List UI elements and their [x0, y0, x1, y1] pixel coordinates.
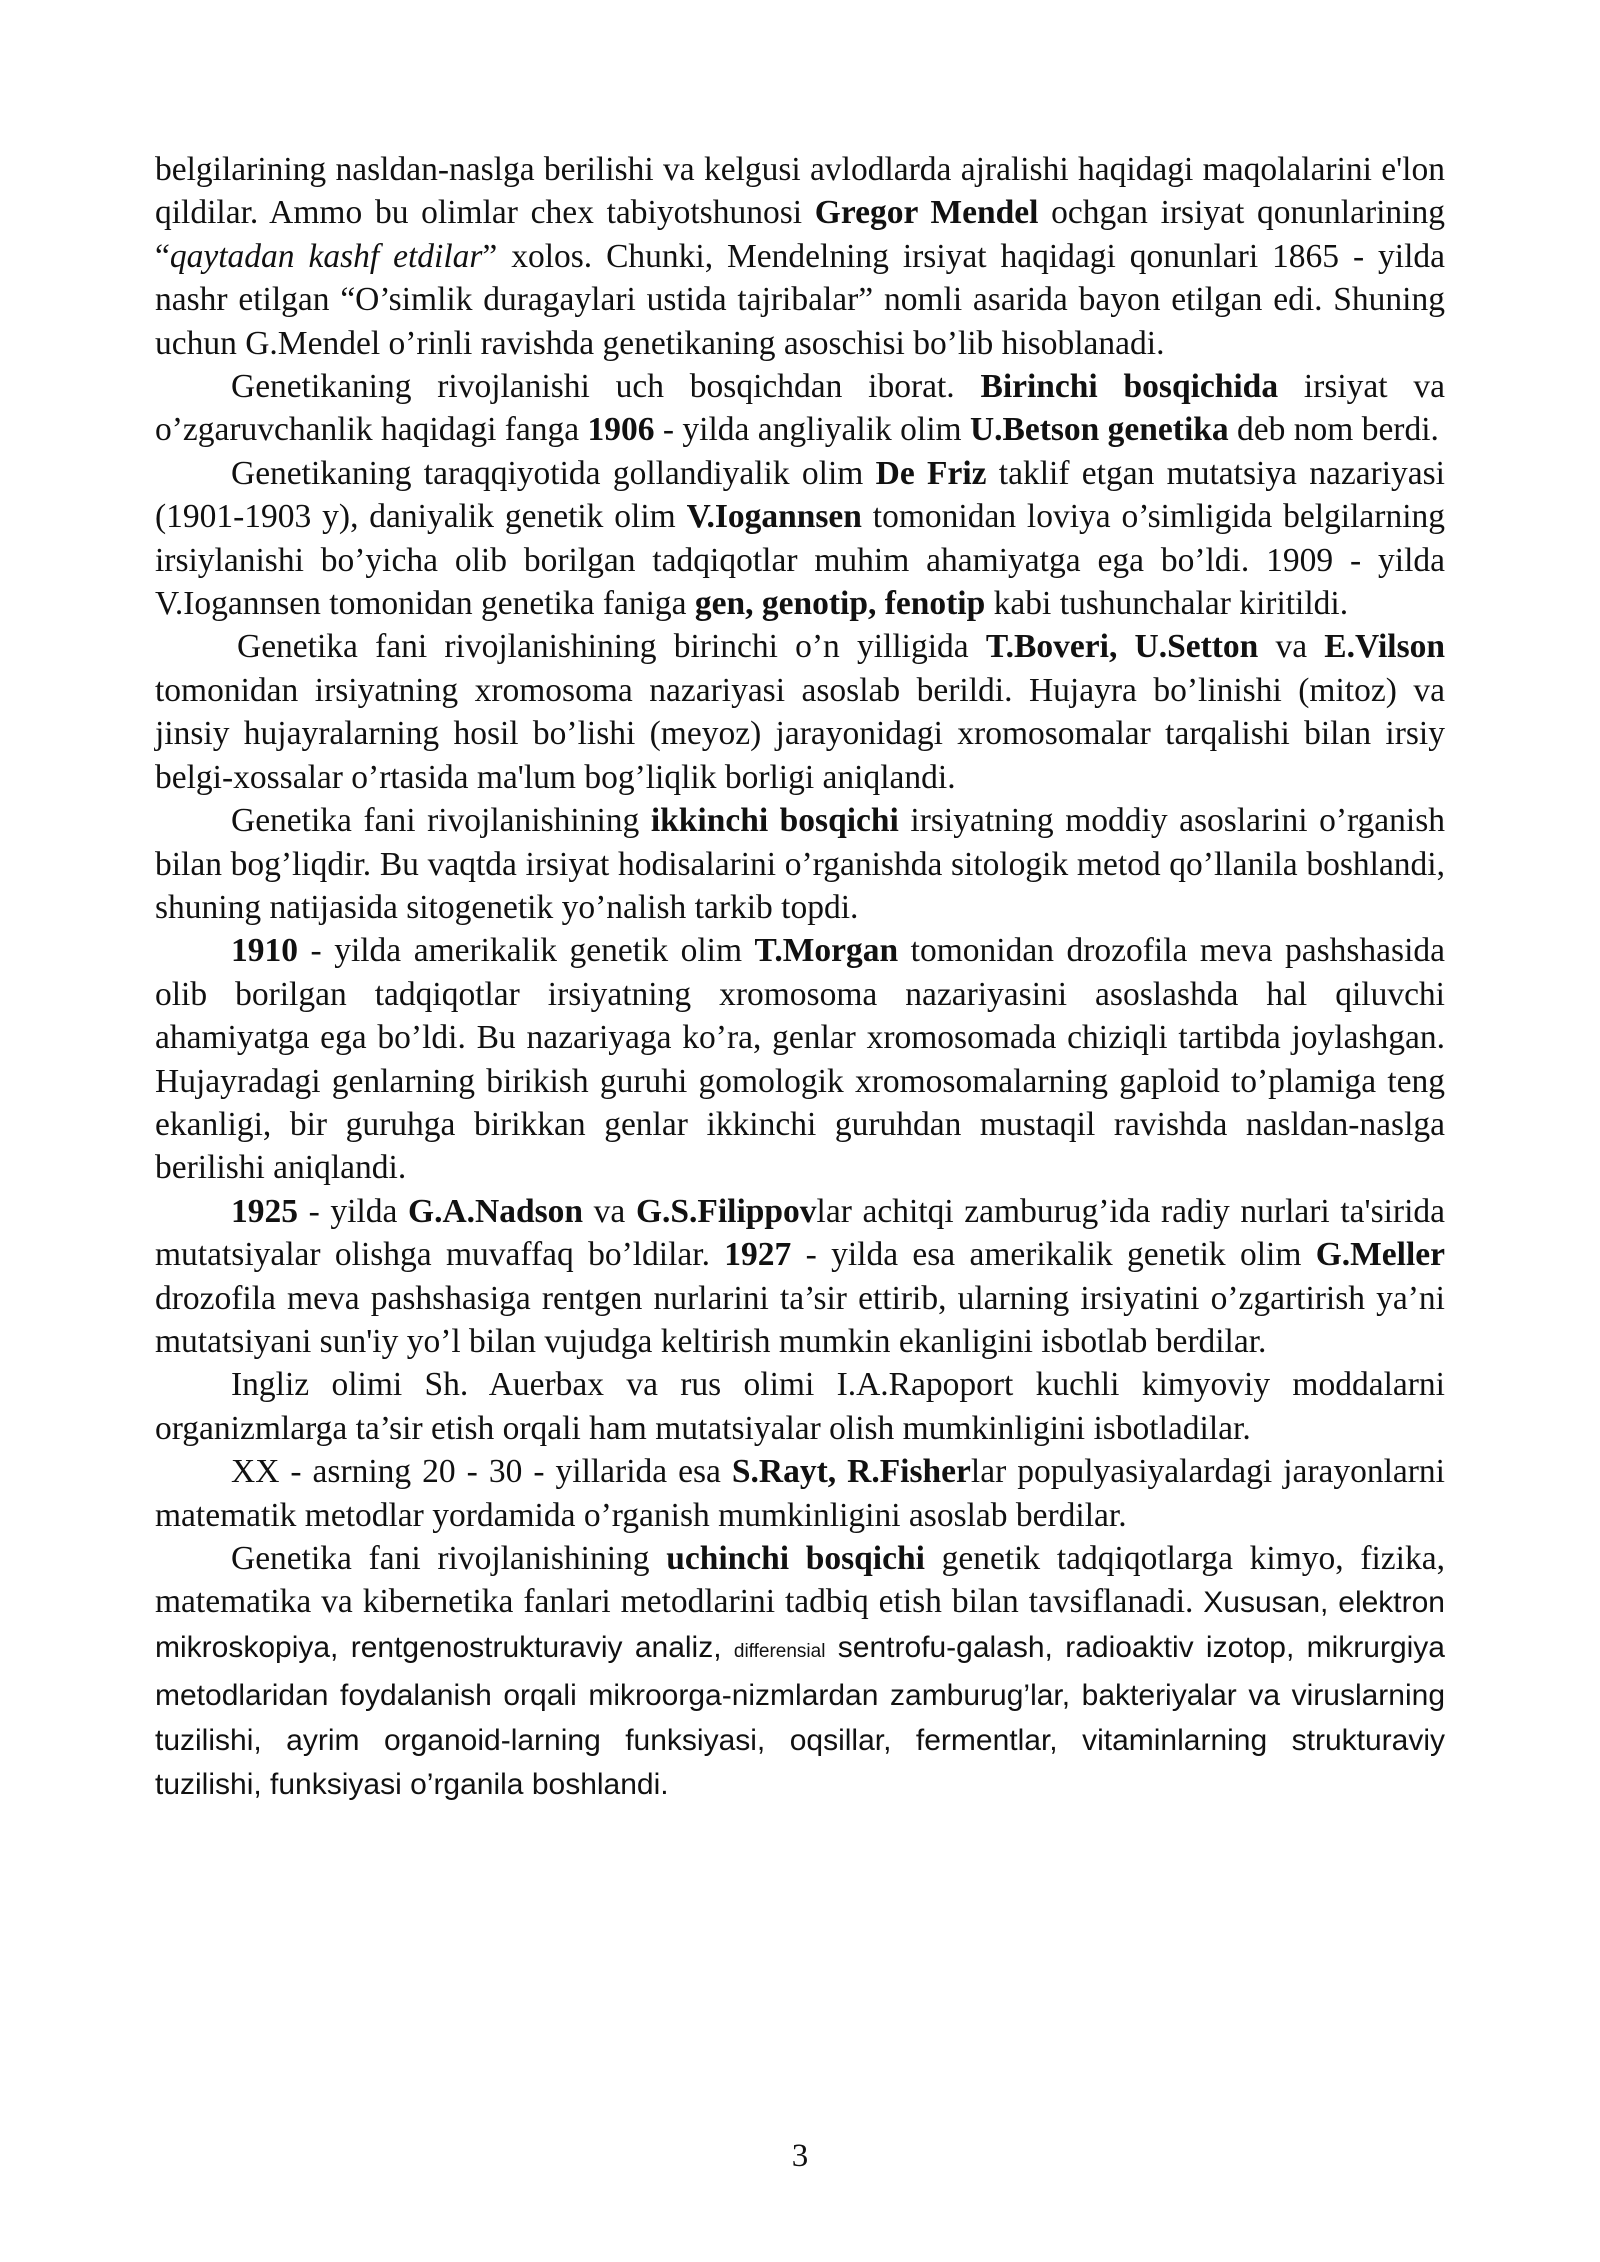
paragraph-2: Genetikaning rivojlanishi uch bosqichdan iborat. Birinchi bosqichida irsiyat va o’zgaruvchanlik haqidagi fanga 1906 - yilda angliyalik olim U.Betson genetika deb nom berdi. — [155, 368, 1446, 449]
document-page — [155, 148, 1445, 1806]
paragraph-5: Genetika fani rivojlanishining ikkinchi bosqichi irsiyatning moddiy asoslarini o’rganish bilan bog’liqdir. Bu vaqtda irsiyat hodisalarini o’rganishda sitologik metod qo’llanila boshlandi, shuning natijasida sitogenetik yo’nalish tarkib topdi. — [155, 802, 1446, 926]
paragraph-1: belgilarining nasldan-naslga berilishi va kelgusi avlodlarda ajralishi haqidagi maqolalarini e'lon qildilar. Ammo bu olimlar chex tabiyotshunosi Gregor Mendel ochgan irsiyat qonunlarining “qaytadan kashf etdilar” xolos. Chunki, Mendelning irsiyat haqidagi qonunlari 1865 - yilda nashr etilgan “O’simlik duragaylari ustida tajribalar” nomli asarida bayon etilgan edi. Shuning uchun G.Mendel o’rinli ravishda genetikaning asoschisi bo’lib hisoblanadi. — [155, 151, 1445, 362]
page-number: 3 — [791, 2138, 809, 2174]
paragraph-7: 1925 - yilda G.A.Nadson va G.S.Filippovlar achitqi zamburug’ida radiy nurlari ta'sirida mutatsiyalar olishga muvaffaq bo’ldilar. 1927 - yilda esa amerikalik genetik olim G.Meller drozofila meva pashshasiga rentgen nurlarini ta’sir ettirib, ularning irsiyatini o’zgartirish ya’ni mutatsiyani sun'iy yo’l bilan vujudga keltirish mumkin ekanligini isbotlab berdilar. — [155, 1192, 1445, 1360]
paragraph-9: XX - asrning 20 - 30 - yillarida esa S.Rayt, R.Fisherlar populyasiyalardagi jarayonlarni matematik metodlar yordamida o’rganish mumkinligini asoslab berdilar. — [155, 1453, 1445, 1534]
paragraph-10: Genetika fani rivojlanishining uchinchi bosqichi genetik tadqiqotlarga kimyo, fizika, matematika va kibernetika fanlari metodlarini tadbiq etish bilan tavsiflanadi. Xususan, elektron mikroskopiya, rentgenostrukturaviy analiz, differensial sentrofu-galash, radioaktiv izotop, mikrurgiya metodlaridan foydalanish orqali mikroorga-nizmlardan zamburug’lar, bakteriyalar va viruslarning tuzilishi, ayrim organoid-larning funksiyasi, oqsillar, fermentlar, vitaminlarning strukturaviy tuzilishi, funksiyasi o’rganila boshlandi. — [155, 1540, 1445, 1802]
paragraph-6: 1910 - yilda amerikalik genetik olim T.Morgan tomonidan drozofila meva pashshasida olib borilgan tadqiqotlar irsiyatning xromosoma nazariyasini asoslashda hal qiluvchi ahamiyatga ega bo’ldi. Bu nazariyaga ko’ra, genlar xromosomada chiziqli tartibda joylashgan. Hujayradagi genlarning birikish guruhi gomologik xromosomalarning gaploid to’plamiga teng ekanligi, bir guruhga birikkan genlar ikkinchi guruhdan mustaqil ravishda nasldan-naslga berilishi aniqlandi. — [155, 932, 1445, 1187]
paragraph-8: Ingliz olimi Sh. Auerbax va rus olimi I.A.Rapoport kuchli kimyoviy moddalarni organizmlarga ta’sir etish orqali ham mutatsiyalar olish mumkinligini isbotladilar. — [155, 1366, 1445, 1447]
paragraph-4: Genetika fani rivojlanishining birinchi o’n yilligida T.Boveri, U.Setton va E.Vilson tomonidan irsiyatning xromosoma nazariyasi asoslab berildi. Hujayra bo’linishi (mitoz) va jinsiy hujayralarning hosil bo’lishi (meyoz) jarayonidagi xromosomalar tarqalishi bilan irsiy belgi-xossalar o’rtasida ma'lum bog’liqlik borligi aniqlandi. — [155, 628, 1445, 796]
paragraph-3: Genetikaning taraqqiyotida gollandiyalik olim De Friz taklif etgan mutatsiya nazariyasi (1901-1903 y), daniyalik genetik olim V.Iogannsen tomonidan loviya o’simligida belgilarning irsiylanishi bo’yicha olib borilgan tadqiqotlar muhim ahamiyatga ega bo’ldi. 1909 - yilda V.Iogannsen tomonidan genetika faniga gen, genotip, fenotip kabi tushunchalar kiritildi. — [155, 454, 1446, 623]
